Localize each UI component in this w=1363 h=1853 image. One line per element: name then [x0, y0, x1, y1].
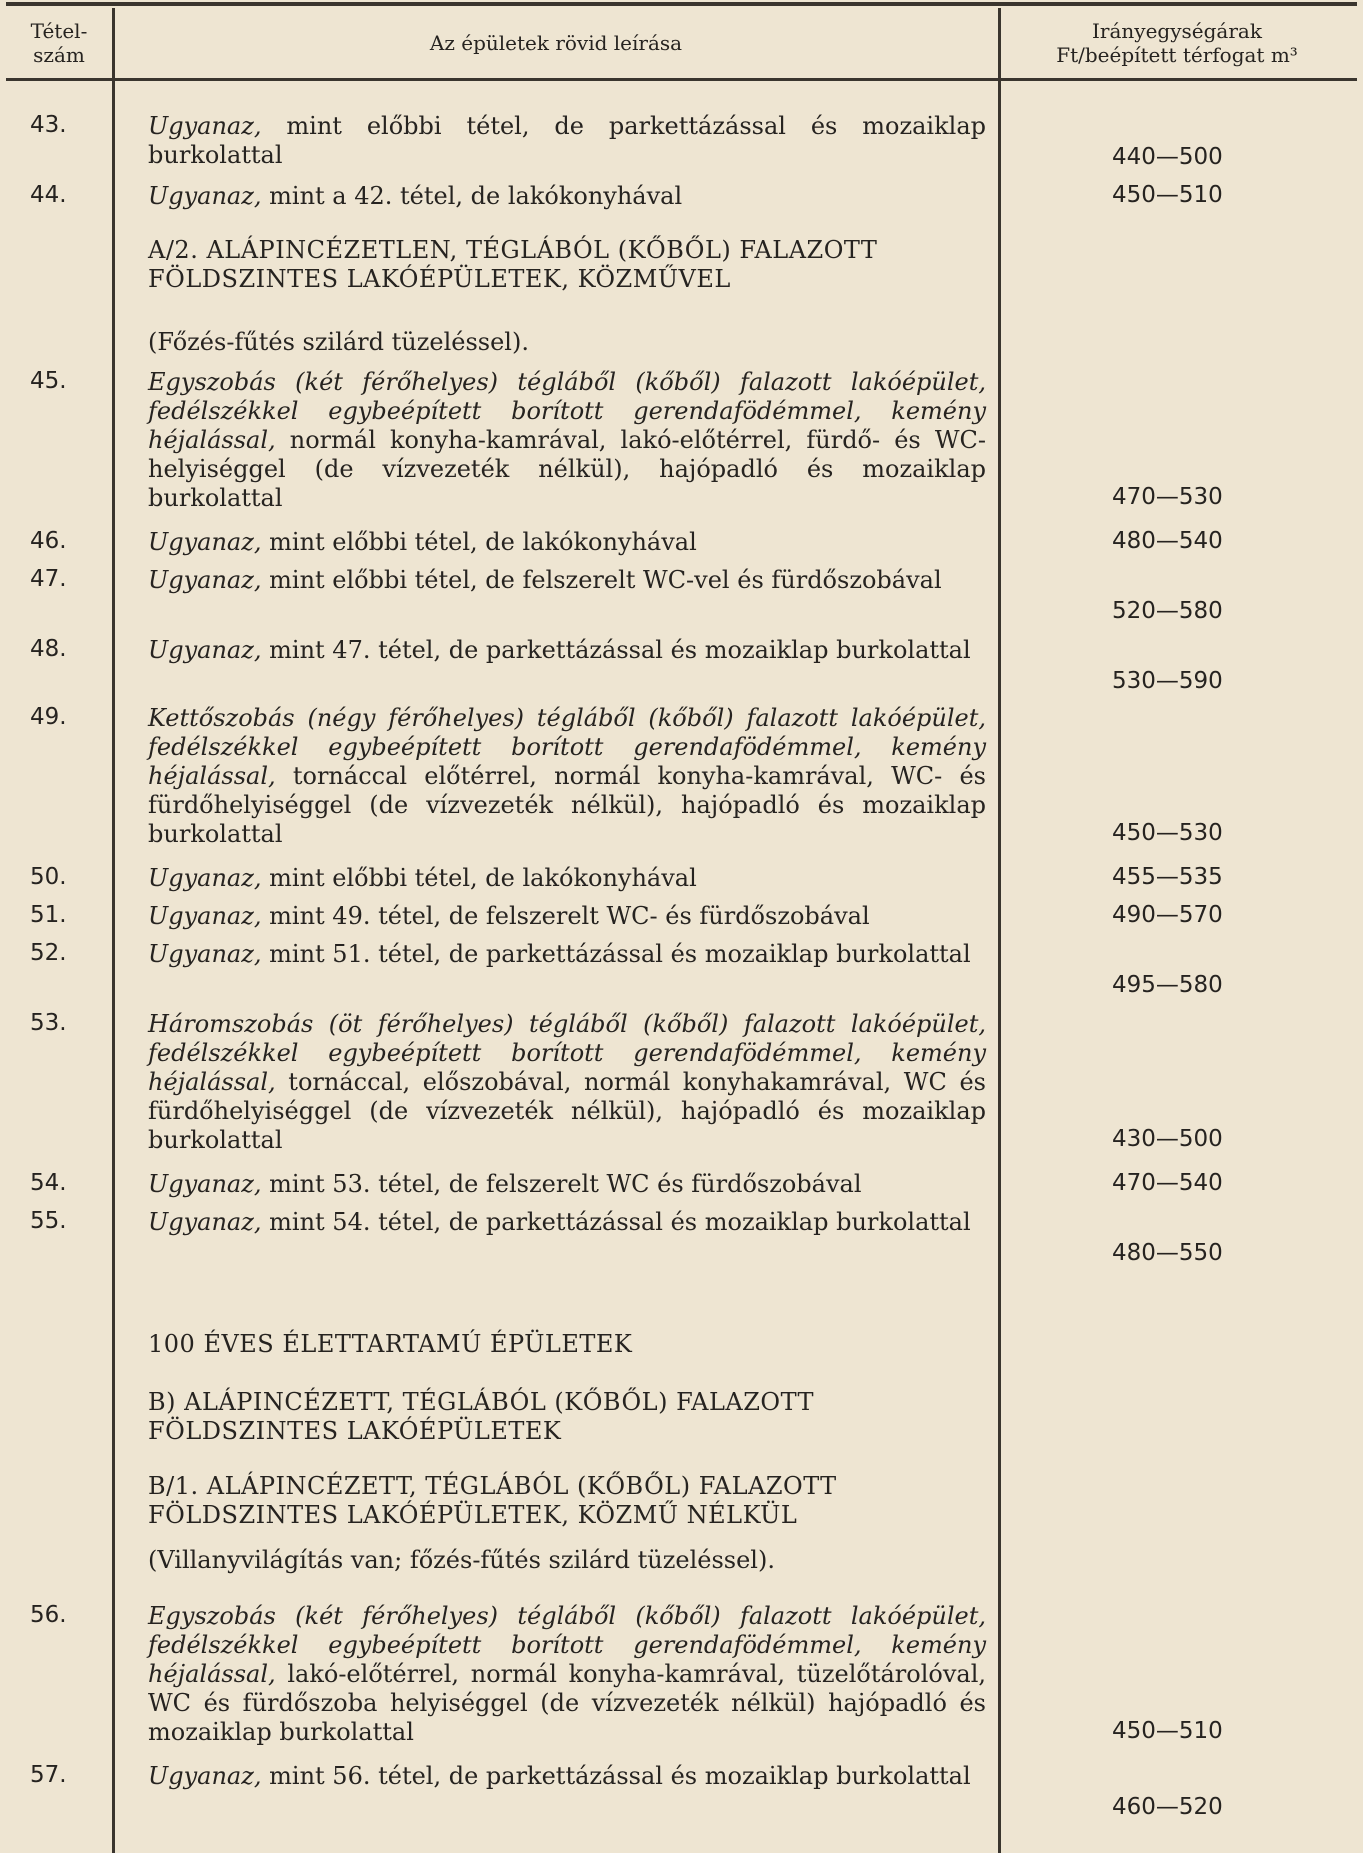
item-description-text: normál konyha-kamrával, lakó-előtérrel, fürdő- és WC-helyiséggel (de vízvezeték nélkül), hajópadló és mozaiklap burkolattal	[148, 426, 986, 512]
item-number: 53.	[30, 1010, 67, 1036]
item-description	[148, 566, 986, 595]
item-description	[148, 940, 986, 969]
item-description-italic: Ugyanaz,	[148, 528, 262, 556]
item-description-italic: Kettőszobás (négy férőhelyes) tégláből (kőből) falazott lakóépület, fedélszékkel egybeépített borított gerendafödémmel, kemény héjalással,	[148, 704, 986, 790]
item-price-range: 430—500	[1112, 1126, 1223, 1152]
item-description-italic: Egyszobás (két férőhelyes) tégláből (kőből) falazott lakóépület, fedélszékkel egybeépített borított gerendafödémmel, kemény héjalással,	[148, 368, 986, 454]
section-note-b1: (Villanyvilágítás van; főzés-fűtés szilárd tüzeléssel).	[148, 1546, 775, 1574]
item-description-italic: Ugyanaz,	[148, 636, 262, 664]
item-description	[148, 1762, 986, 1791]
item-description-italic: Ugyanaz,	[148, 112, 262, 140]
item-number: 56.	[30, 1602, 67, 1628]
item-price-range: 440—500	[1112, 144, 1223, 170]
item-number: 47.	[30, 566, 67, 592]
item-price-range: 460—520	[1112, 1794, 1223, 1820]
item-price-range: 450—530	[1112, 820, 1223, 846]
item-description	[148, 368, 986, 513]
item-price-range: 470—530	[1112, 484, 1223, 510]
section-title-b1: B/1. ALÁPINCÉZETT, TÉGLÁBÓL (KŐBŐL) FALAZOTT FÖLDSZINTES LAKÓÉPÜLETEK, KÖZMŰ NÉLKÜL	[148, 1472, 837, 1529]
item-description	[148, 1208, 986, 1237]
item-description	[148, 1170, 986, 1199]
item-description-text: mint előbbi tétel, de felszerelt WC-vel és fürdőszobával	[261, 566, 942, 594]
item-description-italic: Ugyanaz,	[148, 1170, 262, 1198]
item-number: 57.	[30, 1762, 67, 1788]
item-description-italic: Háromszobás (öt férőhelyes) tégláből (kőből) falazott lakóépület, fedélszékkel egybeépített borított gerendafödémmel, kemény héjalással,	[148, 1010, 986, 1096]
item-price-range: 470—540	[1112, 1170, 1223, 1196]
section-title-a2: A/2. ALÁPINCÉZETLEN, TÉGLÁBÓL (KŐBŐL) FALAZOTT FÖLDSZINTES LAKÓÉPÜLETEK, KÖZMŰVEL	[148, 236, 878, 293]
item-number: 45.	[30, 368, 67, 394]
item-number: 51.	[30, 902, 67, 928]
item-description	[148, 704, 986, 849]
header-unit-price: Irányegységárak Ft/beépített térfogat m³	[1056, 19, 1298, 67]
item-description-italic: Ugyanaz,	[148, 1208, 262, 1236]
item-description-text: mint 47. tétel, de parkettázással és mozaiklap burkolattal	[261, 636, 971, 664]
item-description-text: mint 56. tétel, de parkettázással és mozaiklap burkolattal	[261, 1762, 971, 1790]
column-divider-right	[998, 8, 1001, 1853]
item-number: 55.	[30, 1208, 67, 1234]
item-description	[148, 1010, 986, 1155]
item-description-text: mint előbbi tétel, de parkettázással és mozaiklap burkolattal	[148, 112, 986, 169]
item-description-italic: Ugyanaz,	[148, 182, 262, 210]
item-price-range: 480—550	[1112, 1240, 1223, 1266]
item-description	[148, 636, 986, 665]
item-price-range: 520—580	[1112, 598, 1223, 624]
item-description-text: mint előbbi tétel, de lakókonyhával	[261, 864, 697, 892]
item-number: 50.	[30, 864, 67, 890]
item-description-italic: Egyszobás (két férőhelyes) tégláből (kőből) falazott lakóépület, fedélszékkel egybeépített borított gerendafödémmel, kemény héjalással,	[148, 1602, 986, 1688]
item-description-text: mint 53. tétel, de felszerelt WC és fürdőszobával	[261, 1170, 862, 1198]
item-number: 52.	[30, 940, 67, 966]
item-price-range: 450—510	[1112, 1718, 1223, 1744]
section-title-b: B) ALÁPINCÉZETT, TÉGLÁBÓL (KŐBŐL) FALAZOTT FÖLDSZINTES LAKÓÉPÜLETEK	[148, 1388, 815, 1445]
item-number: 43.	[30, 112, 67, 138]
item-price-range: 450—510	[1112, 182, 1223, 208]
item-number: 48.	[30, 636, 67, 662]
item-description-text: mint 49. tétel, de felszerelt WC- és fürdőszobával	[261, 902, 870, 930]
item-description	[148, 1602, 986, 1747]
item-description-text: lakó-előtérrel, normál konyha-kamrával, tüzelőtárolóval, WC és fürdőszoba helyiséggel (de vízvezeték nélkül) hajópadló és mozaiklap burkolattal	[148, 1660, 986, 1746]
section-note-a2: (Főzés-fűtés szilárd tüzeléssel).	[148, 328, 529, 356]
top-rule	[6, 2, 1357, 6]
item-price-range: 455—535	[1112, 864, 1223, 890]
item-number: 46.	[30, 528, 67, 554]
item-description	[148, 182, 986, 211]
item-number: 49.	[30, 704, 67, 730]
item-price-range: 530—590	[1112, 668, 1223, 694]
item-description-italic: Ugyanaz,	[148, 940, 262, 968]
item-description-italic: Ugyanaz,	[148, 902, 262, 930]
item-number: 44.	[30, 182, 67, 208]
item-description-italic: Ugyanaz,	[148, 1762, 262, 1790]
section-title-lifespan: 100 ÉVES ÉLETTARTAMÚ ÉPÜLETEK	[148, 1330, 633, 1358]
header-item-number: Tétel- szám	[30, 19, 88, 67]
item-number: 54.	[30, 1170, 67, 1196]
item-description-italic: Ugyanaz,	[148, 566, 262, 594]
item-description	[148, 864, 986, 893]
item-description-text: mint előbbi tétel, de lakókonyhával	[261, 528, 697, 556]
item-description	[148, 902, 986, 931]
item-description	[148, 528, 986, 557]
item-price-range: 490—570	[1112, 902, 1223, 928]
item-description-italic: Ugyanaz,	[148, 864, 262, 892]
item-description-text: tornáccal előtérrel, normál konyha-kamrával, WC- és fürdőhelyiséggel (de vízvezeték nélkül), hajópadló és mozaiklap burkolattal	[148, 762, 986, 848]
item-description-text: mint a 42. tétel, de lakókonyhával	[261, 182, 683, 210]
item-price-range: 480—540	[1112, 528, 1223, 554]
item-description-text: mint 54. tétel, de parkettázással és mozaiklap burkolattal	[261, 1208, 971, 1236]
item-description-text: tornáccal, előszobával, normál konyhakamrával, WC és fürdőhelyiséggel (de vízvezeték nélkül), hajópadló és mozaiklap burkolattal	[148, 1068, 986, 1154]
item-description	[148, 112, 986, 170]
item-description-text: mint 51. tétel, de parkettázással és mozaiklap burkolattal	[261, 940, 971, 968]
header-description: Az épületek rövid leírása	[429, 31, 683, 55]
item-price-range: 495—580	[1112, 972, 1223, 998]
header-rule	[6, 78, 1357, 81]
column-divider-left	[112, 8, 115, 1853]
